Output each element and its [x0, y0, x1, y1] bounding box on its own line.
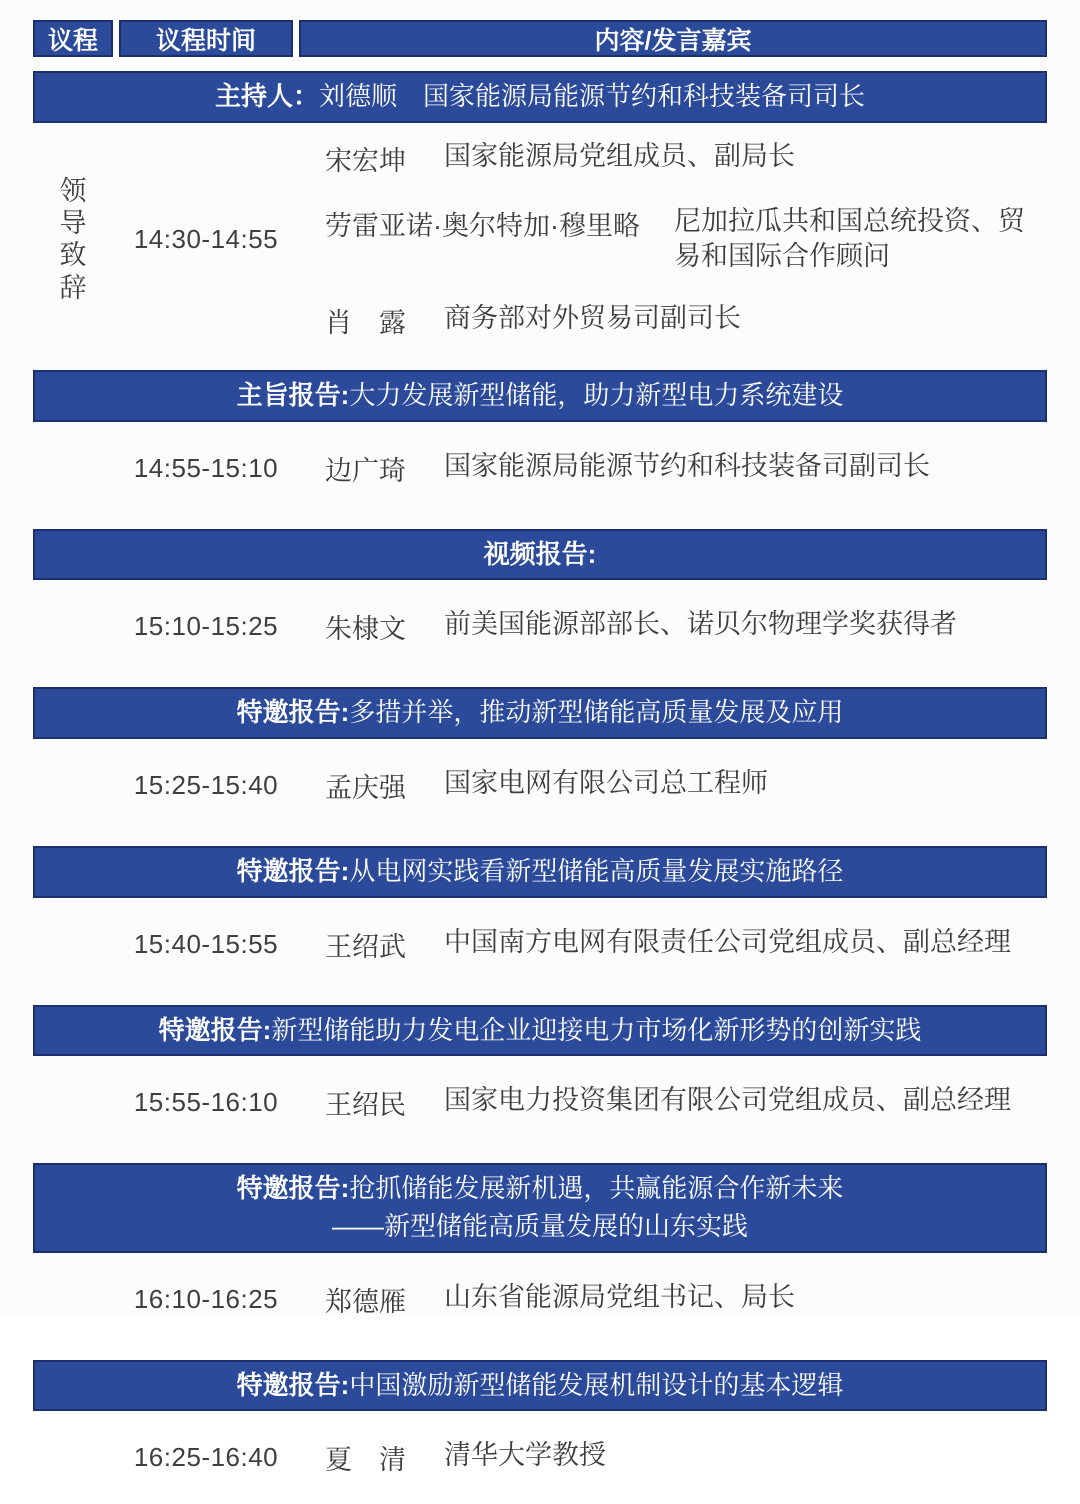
session-banner-title: 新型储能助力发电企业迎接电力市场化新形势的创新实践 [271, 1014, 922, 1045]
session-speakers [299, 925, 1047, 964]
speaker-title: 商务部对外贸易司副司长 [444, 302, 741, 333]
session-banner [33, 1360, 1047, 1412]
host-label: 主持人： [214, 81, 319, 111]
speaker-name: 夏 清 [325, 1445, 406, 1476]
session-speakers [299, 1083, 1047, 1122]
session-banner [33, 370, 1047, 422]
speaker-title: 国家能源局党组成员、副局长 [444, 140, 795, 171]
speaker-row [325, 301, 1047, 340]
speaker-row [325, 766, 1047, 805]
host-banner-text [215, 78, 865, 116]
session-time: 15:10-15:25 [133, 611, 279, 642]
leaders-vertical-label: 领导致辞 [59, 175, 87, 303]
speaker-title: 尼加拉瓜共和国总统投资、贸易和国际合作顾问 [673, 205, 1025, 272]
session-banner-title: 抢抓储能发展新机遇，共赢能源合作新未来 [349, 1173, 844, 1204]
agenda-cell-empty [33, 1083, 113, 1122]
leaders-speakers [299, 139, 1047, 340]
session-banner-text [484, 536, 597, 574]
session-banner-text [237, 1170, 844, 1208]
session-banner-title: 大力发展新型储能，助力新型电力系统建设 [349, 379, 844, 410]
session-banner [33, 1163, 1047, 1252]
agenda-cell-empty [33, 1280, 113, 1319]
agenda-cell-empty [33, 607, 113, 646]
speaker-row [325, 1083, 1047, 1122]
speaker-row [325, 139, 1047, 178]
header-col-content: 内容/发言嘉宾 [299, 20, 1047, 57]
session-banner [33, 846, 1047, 898]
leaders-time: 14:30-14:55 [133, 223, 279, 254]
speaker-title: 国家电网有限公司总工程师 [444, 768, 768, 798]
session-time: 15:25-15:40 [133, 770, 279, 800]
session-banner-subtitle: ——新型储能高质量发展的山东实践 [331, 1211, 748, 1242]
session-banner-label: 特邀报告: [236, 697, 350, 728]
speaker-row [325, 1280, 1047, 1319]
session-row [33, 580, 1047, 673]
session-time: 15:40-15:55 [133, 928, 279, 959]
session-banner [33, 1005, 1047, 1057]
session-banner-label: 视频报告: [483, 538, 597, 569]
host-name-title: 刘德顺 国家能源局能源节约和科技装备司司长 [319, 81, 866, 111]
session-speakers [299, 607, 1047, 646]
session-banner-label: 主旨报告: [236, 379, 350, 410]
speaker-row [325, 925, 1047, 964]
session-row [33, 1253, 1047, 1346]
session-banner-label: 特邀报告: [158, 1014, 272, 1045]
speaker-name: 宋宏坤 [325, 145, 406, 176]
session-banner [33, 529, 1047, 581]
agenda-cell-empty [33, 1438, 113, 1477]
speaker-title: 清华大学教授 [444, 1440, 606, 1471]
session-row [33, 898, 1047, 991]
header-col-time: 议程时间 [119, 20, 293, 57]
session-speakers [299, 449, 1047, 488]
agenda-cell-empty [33, 766, 113, 805]
agenda-cell-empty [33, 449, 113, 488]
speaker-name: 朱棣文 [325, 614, 406, 645]
session-speakers [299, 766, 1047, 805]
session-time: 16:10-16:25 [133, 1283, 279, 1314]
speaker-name: 劳雷亚诺·奥尔特加·穆里略 [325, 210, 640, 241]
session-row [33, 1411, 1047, 1504]
session-banner-text [159, 1012, 922, 1050]
agenda-cell-empty [33, 925, 113, 964]
speaker-row [325, 1438, 1047, 1477]
speaker-name: 边广琦 [325, 455, 406, 486]
session-banner-title: 从电网实践看新型储能高质量发展实施路径 [349, 856, 844, 886]
session-banner-label: 特邀报告: [236, 1173, 350, 1204]
speaker-name: 王绍武 [325, 931, 406, 962]
leaders-section [33, 123, 1047, 356]
session-speakers [299, 1438, 1047, 1477]
table-header [33, 20, 1047, 57]
speaker-name: 孟庆强 [325, 773, 406, 803]
session-banner-text [237, 1367, 844, 1405]
speaker-row [325, 607, 1047, 646]
host-banner [33, 71, 1047, 123]
session-banner-title: 中国激励新型储能发展机制设计的基本逻辑 [349, 1369, 844, 1400]
session-banner-label: 特邀报告: [236, 856, 350, 886]
speaker-title: 前美国能源部部长、诺贝尔物理学奖获得者 [444, 609, 957, 640]
session-banner-label: 特邀报告: [236, 1369, 350, 1400]
session-row [33, 739, 1047, 832]
session-banner [33, 687, 1047, 739]
speaker-title: 国家能源局能源节约和科技装备司副司长 [444, 450, 930, 481]
speaker-name: 王绍民 [325, 1090, 406, 1121]
session-time: 16:25-16:40 [133, 1442, 279, 1473]
speaker-name: 肖 露 [325, 307, 406, 338]
session-row [33, 1056, 1047, 1149]
speaker-row [325, 449, 1047, 488]
speaker-row [325, 204, 1047, 275]
session-speakers [299, 1280, 1047, 1319]
speaker-title: 国家电力投资集团有限公司党组成员、副总经理 [444, 1085, 1011, 1116]
speaker-title: 山东省能源局党组书记、局长 [444, 1281, 795, 1312]
speaker-title: 中国南方电网有限责任公司党组成员、副总经理 [444, 926, 1011, 957]
speaker-name: 郑德雁 [325, 1286, 406, 1317]
session-row [33, 422, 1047, 515]
session-banner-title: 多措并举，推动新型储能高质量发展及应用 [349, 697, 844, 728]
session-banner-text [237, 694, 844, 732]
session-banner-text [237, 853, 844, 891]
session-banner-text [237, 377, 844, 415]
session-time: 14:55-15:10 [133, 452, 279, 483]
session-time: 15:55-16:10 [133, 1087, 279, 1118]
header-col-agenda: 议程 [33, 20, 113, 57]
